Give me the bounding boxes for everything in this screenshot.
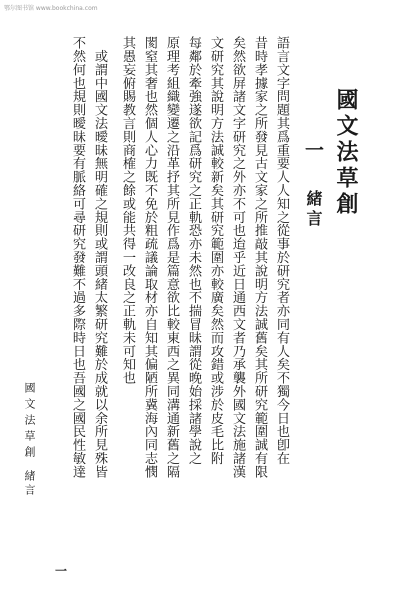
text-column: 原理考組織變遷之沿革抒其所見作爲是篇意欲比較東西之異同溝通新舊之隔 <box>164 36 179 479</box>
text-column: 其愚妄俯賜教言則商榷之餘或能共得一改良之正軌未可知也 <box>120 36 135 385</box>
chapter-title: 緒言 <box>304 190 323 230</box>
watermark: 鄂尔图书馆 www.bookchina.com <box>4 5 98 12</box>
text-column: 矣然欲屏諸文字研究之外亦不可也迨乎近日通西文者乃承襲外國文法施諸漢 <box>230 36 245 479</box>
text-column: 每鄰於牽強遂欲記爲研究之正軌恐亦未然也不揣冒昧謂從晚始採諸學說之 <box>186 36 201 465</box>
book-title: 國文法草創 <box>333 88 359 218</box>
text-column: 閡窒其奢也然個人心力既不免於粗疏議論取材亦自知其偏陋所冀海內同志憫 <box>142 36 157 479</box>
text-column: 或謂中國文法曖昧無明確之規則或謂頭緒太繁研究難於成就以余所見殊皆 <box>92 36 107 479</box>
page-number: 一 <box>55 564 68 578</box>
text-column: 語言文字問題其爲重要人人知之從事於研究者亦同有人矣不獨今日也卽在 <box>274 36 289 465</box>
text-column: 昔時孝據家之所發見古文家之所推敲其說明方法誠舊矣其所研究範圍誠有限 <box>252 36 267 479</box>
running-section: 緒言 <box>23 470 36 498</box>
text-column: 不然何也規則曖昧要有脈絡可尋研究發難不過多際時日也吾國之國民性敏達 <box>70 36 85 479</box>
running-title: 國文法草創 <box>23 382 36 462</box>
text-column: 文研究其說明方法誠較新矣其研究範圍亦較廣矣然而攻錯或涉於皮毛比附 <box>208 36 223 465</box>
chapter-number: 一 <box>302 140 324 159</box>
